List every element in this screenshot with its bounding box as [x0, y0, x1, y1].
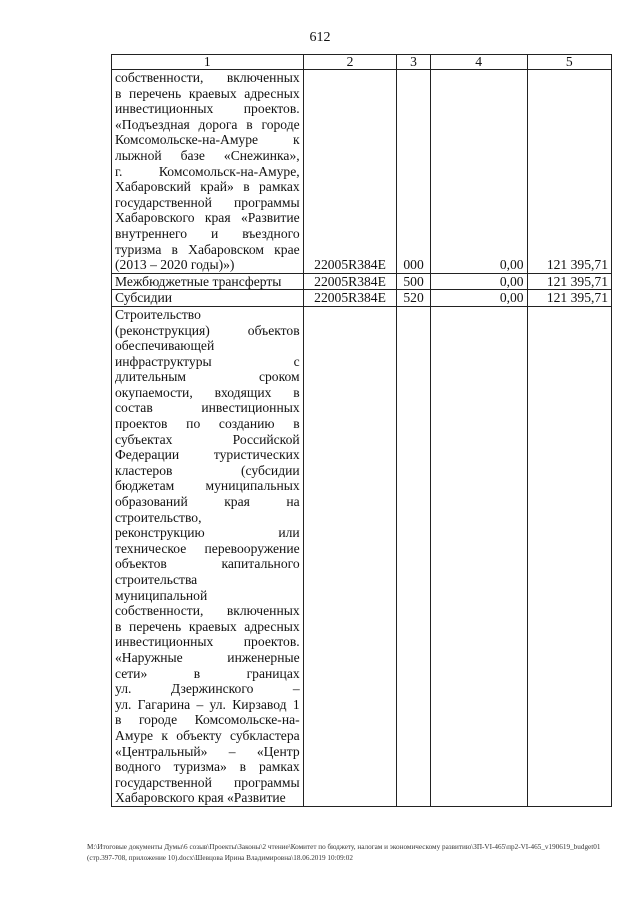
- header-col-1: 1: [112, 55, 304, 70]
- description-line: проектов по созданию в: [115, 416, 300, 432]
- description-line: образований края на: [115, 494, 300, 510]
- row-col4: 0,00: [430, 70, 527, 274]
- row-description: [112, 70, 304, 274]
- description-line: Федерации туристических: [115, 447, 300, 463]
- row-code: 22005R384E: [303, 273, 397, 290]
- description-line: инфраструктуры с: [115, 353, 300, 369]
- description-line: обеспечивающей: [115, 338, 215, 354]
- description-line: состав инвестиционных: [115, 400, 300, 416]
- description-line: длительным сроком: [115, 369, 300, 385]
- header-col-5: 5: [527, 55, 611, 70]
- header-col-4: 4: [430, 55, 527, 70]
- row-kvr: 000: [397, 70, 430, 274]
- row-col5: 121 395,71: [527, 70, 611, 274]
- description-line: в перечень краевых адресных: [115, 85, 300, 101]
- description-line: туризма в Хабаровском крае: [115, 241, 300, 257]
- description-line: лыжной базе «Снежинка»,: [115, 147, 300, 163]
- description-line: государственной программы: [115, 194, 300, 210]
- description-line: Субсидии: [115, 290, 173, 306]
- description-line: ул. Гагарина – ул. Кирзавод 1: [115, 696, 300, 712]
- description-line: строительства: [115, 572, 198, 587]
- row-kvr: 500: [397, 273, 430, 290]
- description-line: Комсомольске-на-Амуре к: [115, 132, 300, 148]
- description-line: инвестиционных проектов.: [115, 634, 300, 650]
- description-line: государственной программы: [115, 774, 300, 790]
- row-description: [112, 290, 304, 307]
- row-col5: [527, 306, 611, 806]
- description-line: техническое перевооружение: [115, 540, 300, 556]
- description-line: (2013 – 2020 годы)»): [115, 257, 235, 273]
- row-code: 22005R384E: [303, 290, 397, 307]
- table-row: [112, 306, 612, 806]
- row-description: [112, 306, 304, 806]
- description-line: «Центральный» – «Центр: [115, 743, 300, 759]
- description-line: собственности, включенных: [115, 603, 300, 619]
- row-col5: 121 395,71: [527, 273, 611, 290]
- description-line: Хабаровский край» в рамках: [115, 179, 300, 195]
- description-line: кластеров (субсидии: [115, 462, 300, 478]
- table-header-row: [112, 55, 612, 70]
- description-line: субъектах Российской: [115, 431, 300, 447]
- description-line: Хабаровского края «Развитие: [115, 790, 286, 806]
- description-line: муниципальной: [115, 587, 208, 603]
- page-number: 612: [309, 30, 331, 45]
- table-row: [112, 273, 612, 290]
- row-code: [303, 306, 397, 806]
- description-line: в городе Комсомольске-на-: [115, 712, 300, 728]
- table-body: [112, 70, 612, 807]
- description-line: окупаемости, входящих в: [115, 384, 300, 400]
- description-line: «Подъездная дорога в городе: [115, 116, 300, 132]
- budget-table: [111, 54, 612, 807]
- description-line: собственности, включенных: [115, 70, 300, 85]
- description-line: Строительство: [115, 306, 201, 322]
- header-col-2: 2: [303, 55, 397, 70]
- description-line: бюджетам муниципальных: [115, 478, 300, 494]
- table-row: [112, 290, 612, 307]
- file-path-footer: М:\Итоговые документы Думы\6 созыв\Проекты\Законы\2 чтение\Комитет по бюджету, налогам и экономическому развитию\ЗП-VI-465\пр2-VI-465_v190619_budget01 (стр.397-708, приложение 10).docx\Шевцова Ирина Владимировна\18.06.2019 10:09:02: [87, 843, 601, 862]
- description-line: «Наружные инженерные: [115, 649, 300, 665]
- description-line: объектов капитального: [115, 556, 300, 572]
- description-line: (реконструкция) объектов: [115, 322, 300, 338]
- row-col4: 0,00: [430, 273, 527, 290]
- row-col5: 121 395,71: [527, 290, 611, 307]
- header-col-3: 3: [397, 55, 430, 70]
- description-line: строительство,: [115, 509, 202, 525]
- row-col4: 0,00: [430, 290, 527, 307]
- description-line: Хабаровского края «Развитие: [115, 210, 300, 226]
- table-row: [112, 70, 612, 274]
- row-kvr: 520: [397, 290, 430, 307]
- row-code: 22005R384E: [303, 70, 397, 274]
- description-line: водного туризма» в рамках: [115, 759, 300, 775]
- row-col4: [430, 306, 527, 806]
- description-line: Межбюджетные трансферты: [115, 273, 282, 289]
- description-line: сети» в границах: [115, 665, 300, 681]
- description-line: инвестиционных проектов.: [115, 101, 300, 117]
- description-line: в перечень краевых адресных: [115, 618, 300, 634]
- description-line: ул. Дзержинского –: [115, 681, 300, 697]
- description-line: внутреннего и въездного: [115, 225, 300, 241]
- description-line: Амуре к объекту субкластера: [115, 727, 300, 743]
- row-description: [112, 273, 304, 290]
- description-line: г. Комсомольск-на-Амуре,: [115, 163, 300, 179]
- description-line: реконструкцию или: [115, 525, 300, 541]
- row-kvr: [397, 306, 430, 806]
